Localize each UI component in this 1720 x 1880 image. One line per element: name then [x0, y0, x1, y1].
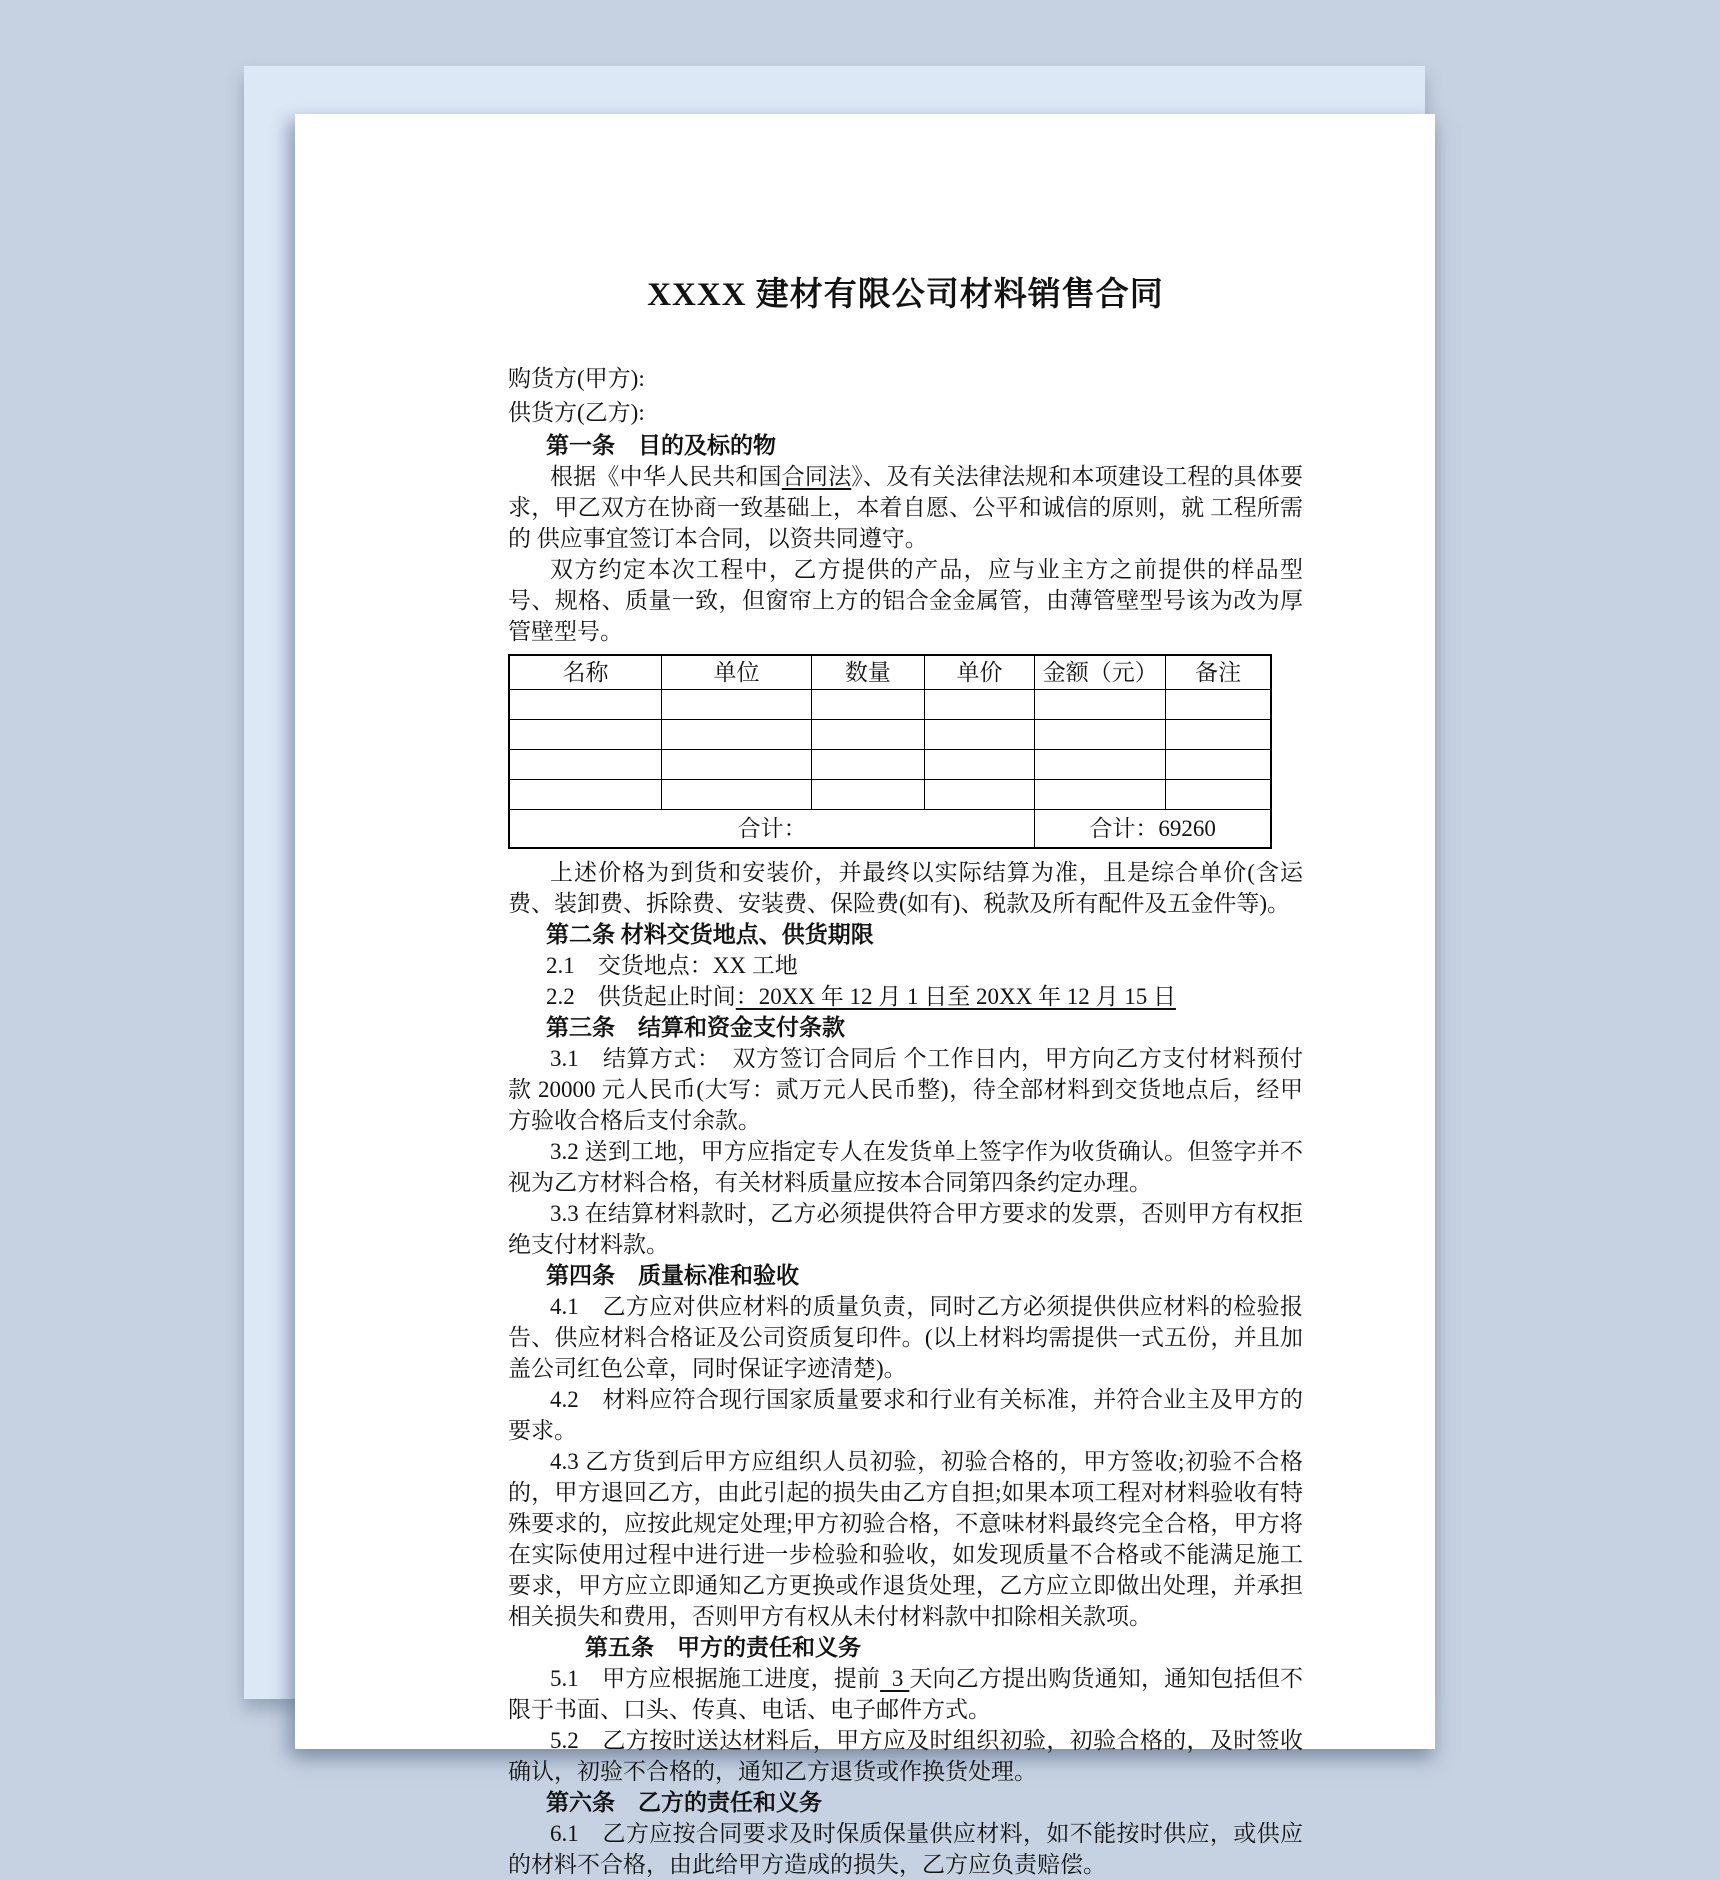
- price-table-empty-row: [509, 720, 1271, 750]
- advance-days-underlined-blank: 3: [880, 1666, 910, 1691]
- clause-5-1-text-after-blank: 天向乙方提出购货通知，通知包括但不限于书面、口头、传真、电话、电子邮件方式。: [508, 1666, 1304, 1722]
- clause-4-3: 4.3 乙方货到后甲方应组织人员初验，初验合格的，甲方签收;初验不合格的，甲方退回乙方，由此引起的损失由乙方自担;如果本项工程对材料验收有特殊要求的，应按此规定处理;甲方初验合格，不意味材料最终完全合格，甲方将在实际使用过程中进行进一步检验和验收，如发现质量不合格或不能满足施工要求，甲方应立即通知乙方更换或作退货处理，乙方应立即做出处理，并承担相关损失和费用，否则甲方有权从未付材料款中扣除相关款项。: [508, 1449, 1303, 1629]
- clause-2-1: 2.1 交货地点：XX 工地: [546, 953, 798, 978]
- table-header-unit: 单位: [661, 655, 811, 690]
- table-header-note: 备注: [1166, 655, 1271, 690]
- table-cell-empty: [509, 720, 661, 750]
- table-cell-empty: [812, 750, 925, 780]
- table-footer-total-amount: 合计：69260: [1035, 810, 1271, 849]
- table-cell-empty: [661, 780, 811, 810]
- table-cell-empty: [1166, 780, 1271, 810]
- table-footer-subtotal-label: 合计：: [509, 810, 1035, 849]
- clause-3-3: 3.3 在结算材料款时，乙方必须提供符合甲方要求的发票，否则甲方有权拒绝支付材料款。: [508, 1201, 1303, 1257]
- supplier-party-line: 供货方(乙方):: [508, 400, 645, 425]
- table-cell-empty: [1166, 750, 1271, 780]
- table-cell-empty: [1166, 720, 1271, 750]
- clause-1-paragraph-1: [508, 461, 1303, 554]
- price-table-empty-row: [509, 750, 1271, 780]
- clause-1-paragraph-1-text-before-law: 根据《中华人民共和国: [550, 464, 782, 489]
- table-cell-empty: [924, 780, 1034, 810]
- clause-5-1-text-before-blank: 5.1 甲方应根据施工进度，提前: [550, 1666, 881, 1691]
- clause-2-2: [508, 981, 1303, 1012]
- clause-2-2-label: 2.2 供货起止时间: [546, 984, 736, 1009]
- contract-content: [508, 274, 1303, 1880]
- table-cell-empty: [812, 690, 925, 720]
- table-header-unit-price: 单价: [924, 655, 1034, 690]
- clause-3-1: 3.1 结算方式： 双方签订合同后 个工作日内，甲方向乙方支付材料预付款 20000 元人民币(大写：贰万元人民币整)，待全部材料到交货地点后，经甲方验收合格后支付余款。: [508, 1046, 1303, 1133]
- section-5-heading: 第五条 甲方的责任和义务: [585, 1635, 861, 1660]
- price-table-footer-row: [509, 810, 1271, 849]
- table-cell-empty: [1166, 690, 1271, 720]
- contract-page: [295, 114, 1435, 1877]
- table-cell-empty: [509, 780, 661, 810]
- clause-1-paragraph-2: 双方约定本次工程中，乙方提供的产品，应与业主方之前提供的样品型号、规格、质量一致，但窗帘上方的铝合金金属管，由薄管壁型号该为改为厚管壁型号。: [508, 557, 1303, 644]
- section-2-heading: 第二条 材料交货地点、供货期限: [546, 922, 874, 947]
- clause-1-paragraph-3: 上述价格为到货和安装价，并最终以实际结算为准，且是综合单价(含运费、装卸费、拆除费、安装费、保险费(如有)、税款及所有配件及五金件等)。: [508, 860, 1303, 916]
- supply-period-underlined-dates: ：20XX 年 12 月 1 日至 20XX 年 12 月 15 日: [735, 984, 1176, 1009]
- table-cell-empty: [812, 720, 925, 750]
- section-4-heading: 第四条 质量标准和验收: [546, 1263, 799, 1288]
- contract-title: XXXX 建材有限公司材料销售合同: [647, 277, 1164, 313]
- table-cell-empty: [924, 690, 1034, 720]
- table-cell-empty: [509, 750, 661, 780]
- table-cell-empty: [1035, 780, 1166, 810]
- clause-3-2: 3.2 送到工地，甲方应指定专人在发货单上签字作为收货确认。但签字并不视为乙方材料合格，有关材料质量应按本合同第四条约定办理。: [508, 1139, 1303, 1195]
- clause-4-2: 4.2 材料应符合现行国家质量要求和行业有关标准，并符合业主及甲方的要求。: [508, 1387, 1303, 1443]
- table-header-name: 名称: [509, 655, 661, 690]
- table-cell-empty: [1035, 720, 1166, 750]
- table-cell-empty: [924, 720, 1034, 750]
- buyer-party-line: 购货方(甲方):: [508, 366, 645, 391]
- section-6-heading: 第六条 乙方的责任和义务: [546, 1790, 822, 1815]
- table-header-quantity: 数量: [812, 655, 925, 690]
- table-header-amount: 金额（元）: [1035, 655, 1166, 690]
- price-table-header-row: [509, 655, 1271, 690]
- price-table: [508, 654, 1272, 849]
- contract-law-underlined-term: 合同法: [781, 464, 852, 489]
- clause-5-2: 5.2 乙方按时送达材料后，甲方应及时组织初验，初验合格的，及时签收确认，初验不合格的，通知乙方退货或作换货处理。: [508, 1728, 1303, 1784]
- section-3-heading: 第三条 结算和资金支付条款: [546, 1015, 845, 1040]
- section-1-heading: 第一条 目的及标的物: [546, 433, 776, 458]
- table-cell-empty: [924, 750, 1034, 780]
- price-table-empty-row: [509, 780, 1271, 810]
- table-cell-empty: [1035, 690, 1166, 720]
- clause-6-1: 6.1 乙方应按合同要求及时保质保量供应材料，如不能按时供应，或供应的材料不合格，由此给甲方造成的损失，乙方应负责赔偿。: [508, 1821, 1303, 1877]
- table-cell-empty: [661, 720, 811, 750]
- table-cell-empty: [661, 690, 811, 720]
- table-cell-empty: [509, 690, 661, 720]
- clause-4-1: 4.1 乙方应对供应材料的质量负责，同时乙方必须提供供应材料的检验报告、供应材料合格证及公司资质复印件。(以上材料均需提供一式五份，并且加盖公司红色公章，同时保证字迹清楚)。: [508, 1294, 1303, 1381]
- clause-1-paragraph-1-text-after-law: 》、及有关法律法规和本项建设工程的具体要求，甲乙双方在协商一致基础上，本着自愿、公平和诚信的原则，就 工程所需的 供应事宜签订本合同，以资共同遵守。: [508, 464, 1303, 551]
- table-cell-empty: [1035, 750, 1166, 780]
- table-cell-empty: [661, 750, 811, 780]
- table-cell-empty: [812, 780, 925, 810]
- clause-5-1: [508, 1663, 1303, 1725]
- price-table-empty-row: [509, 690, 1271, 720]
